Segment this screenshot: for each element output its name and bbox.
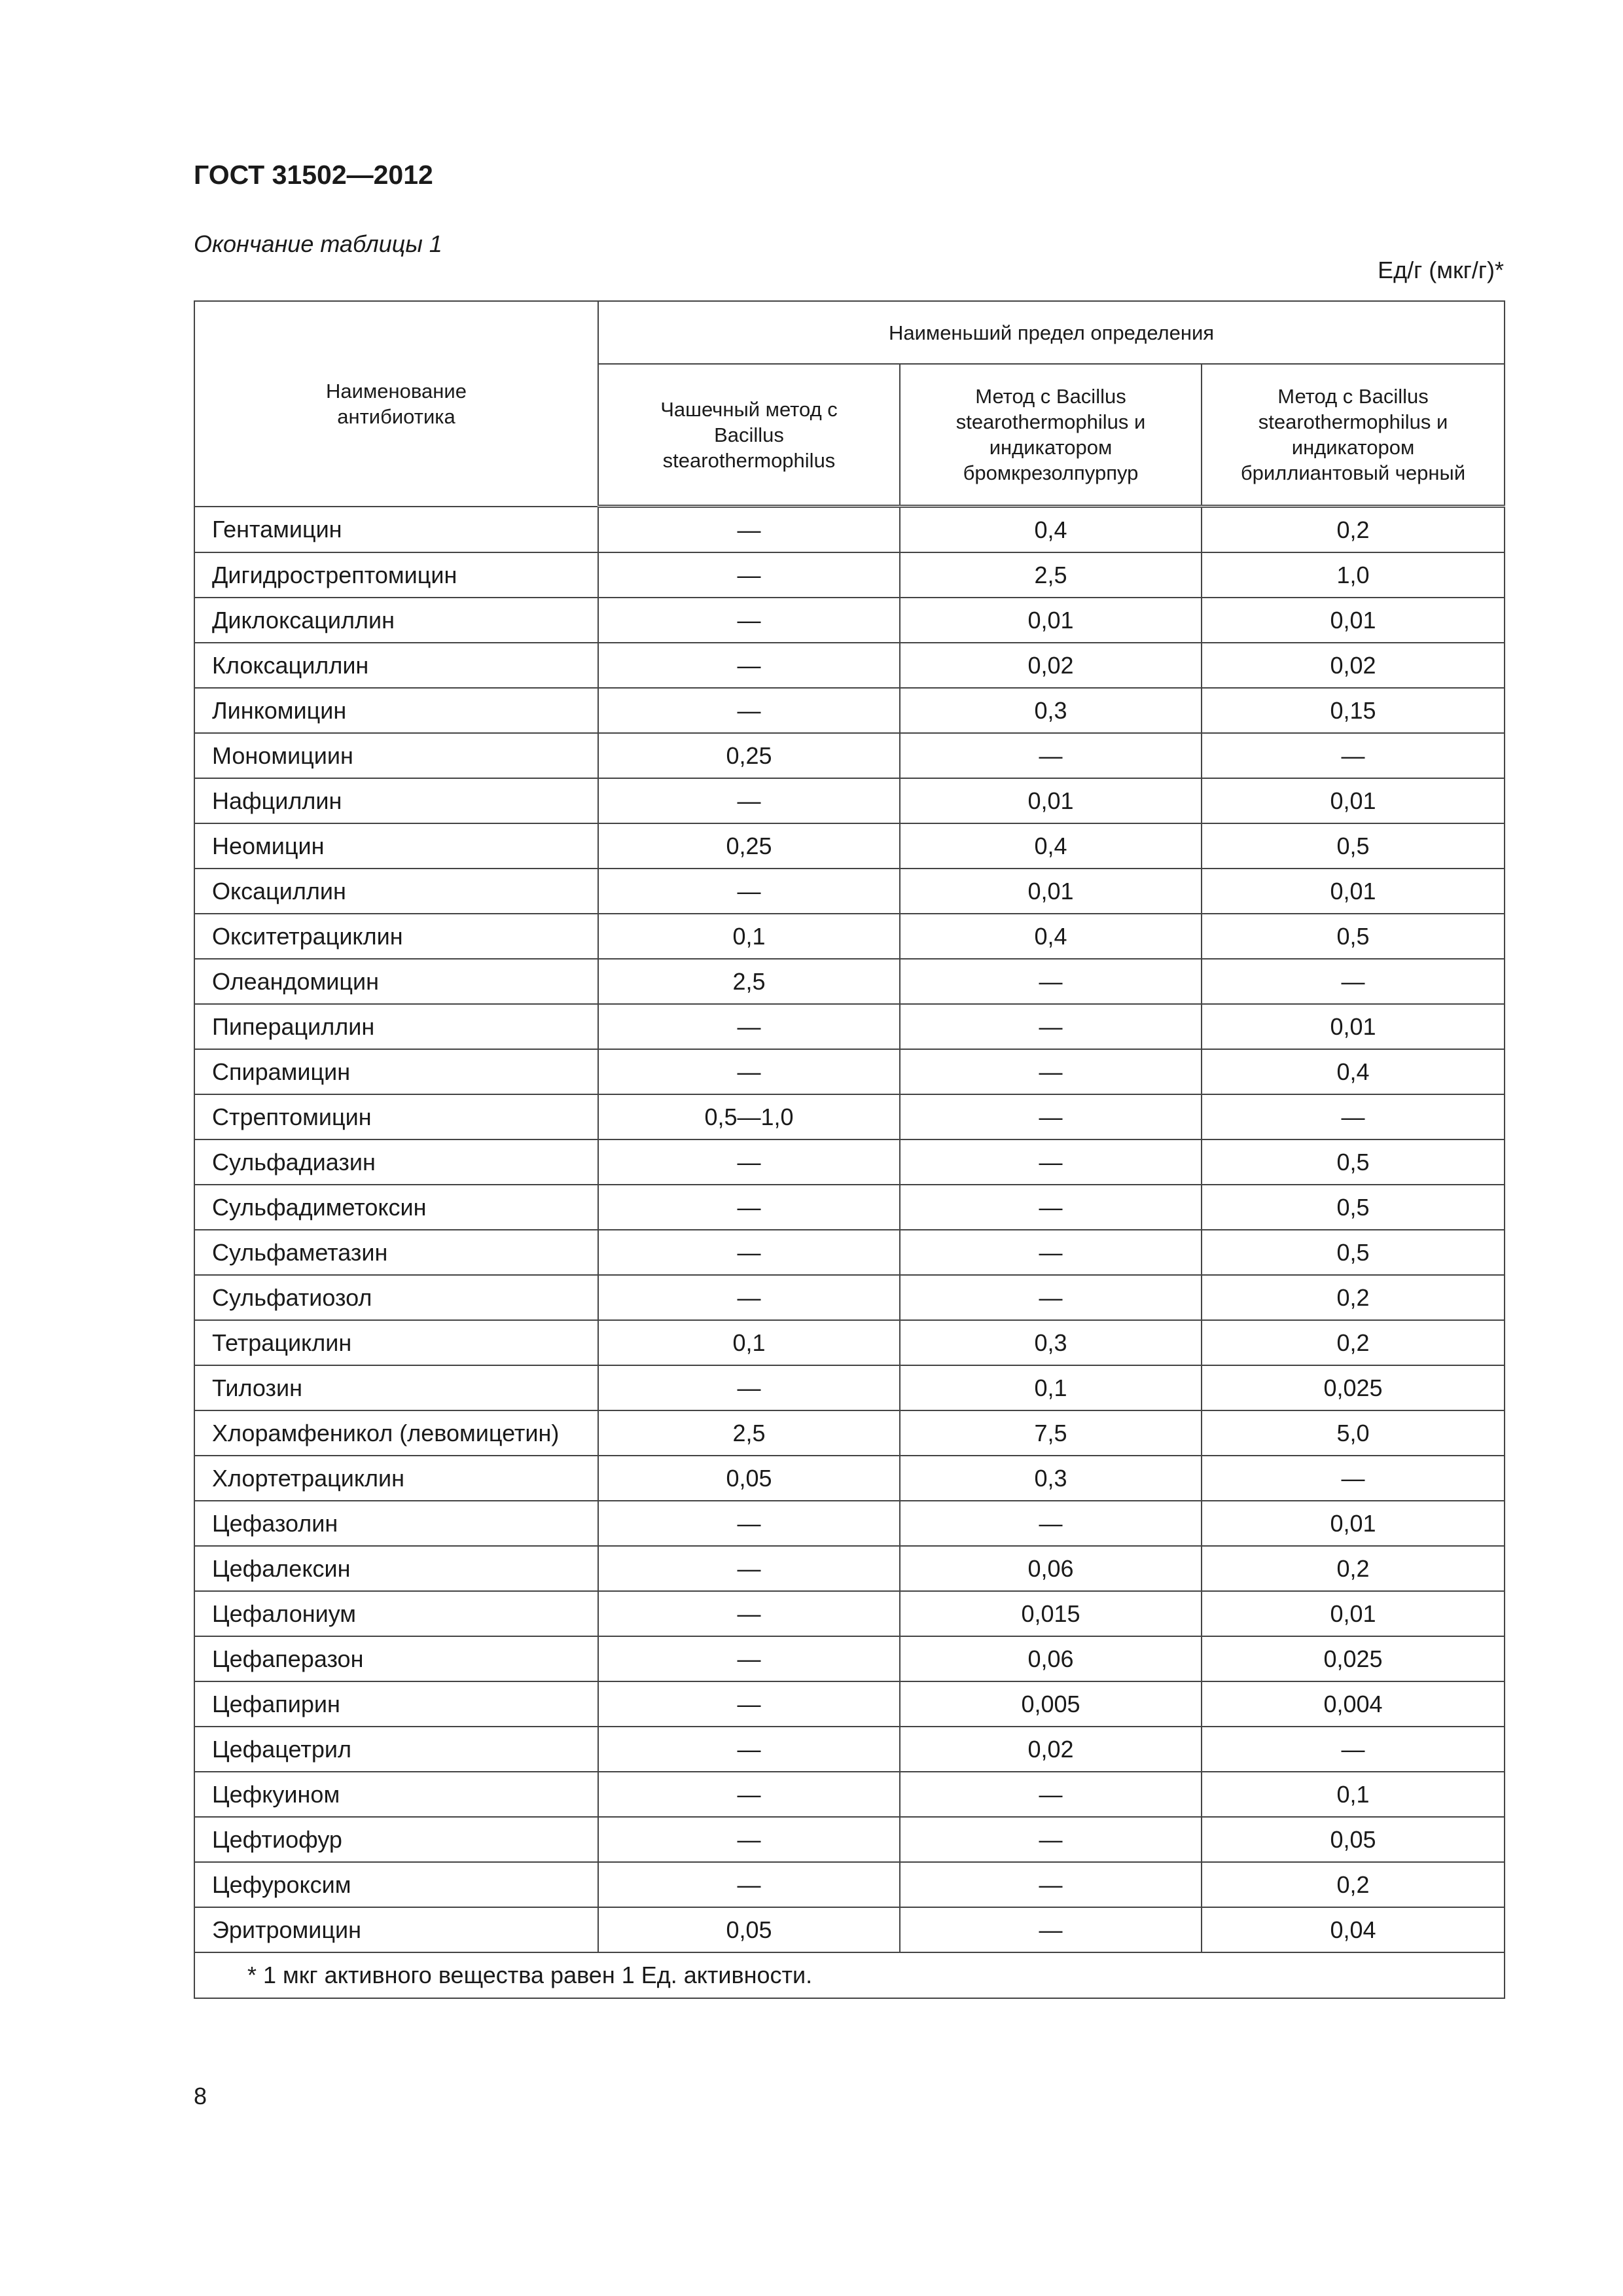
limit-value-cell: 0,02 (1202, 643, 1505, 688)
table-row (194, 1501, 1505, 1546)
limit-value-cell: 0,4 (1202, 1049, 1505, 1094)
table-row (194, 1907, 1505, 1952)
table-row (194, 869, 1505, 914)
table-row (194, 1139, 1505, 1185)
antibiotic-name-cell: Неомицин (194, 823, 598, 869)
limit-value-cell: 0,015 (900, 1591, 1202, 1636)
limit-value-cell: — (598, 869, 900, 914)
limit-value-cell: 0,02 (900, 1727, 1202, 1772)
table-row (194, 1681, 1505, 1727)
table-row (194, 1591, 1505, 1636)
antibiotic-name-cell: Хлортетрациклин (194, 1456, 598, 1501)
antibiotic-name-cell: Сульфадиметоксин (194, 1185, 598, 1230)
antibiotic-name-cell: Цефтиофур (194, 1817, 598, 1862)
limit-value-cell: — (598, 1049, 900, 1094)
antibiotic-name-cell: Линкомицин (194, 688, 598, 733)
limit-value-cell: — (598, 552, 900, 598)
limit-value-cell: 0,02 (900, 643, 1202, 688)
limit-value-cell: 0,01 (900, 598, 1202, 643)
limit-value-cell: 0,2 (1202, 1320, 1505, 1365)
limit-value-cell: 0,01 (1202, 778, 1505, 823)
table-row (194, 1185, 1505, 1230)
limit-value-cell: 0,06 (900, 1546, 1202, 1591)
limit-value-cell: — (900, 1862, 1202, 1907)
limit-value-cell: 0,2 (1202, 1546, 1505, 1591)
limit-value-cell: 0,2 (1202, 1862, 1505, 1907)
limit-value-cell: — (598, 1275, 900, 1320)
table-row (194, 1049, 1505, 1094)
column-header-method-3: Метод с Bacillus stearothermophilus и индикатором бриллиантовый черный (1202, 364, 1505, 507)
limit-value-cell: 0,1 (598, 914, 900, 959)
limit-value-cell: — (598, 1862, 900, 1907)
antibiotic-name-cell: Диклоксациллин (194, 598, 598, 643)
limit-value-cell: 0,2 (1202, 1275, 1505, 1320)
antibiotics-table (194, 300, 1505, 1999)
table-row (194, 733, 1505, 778)
limit-value-cell: — (598, 778, 900, 823)
limit-value-cell: 0,04 (1202, 1907, 1505, 1952)
antibiotic-name-cell: Оксациллин (194, 869, 598, 914)
limit-value-cell: 0,2 (1202, 507, 1505, 553)
limit-value-cell: 0,25 (598, 733, 900, 778)
limit-value-cell: 0,4 (900, 507, 1202, 553)
limit-value-cell: 0,01 (1202, 869, 1505, 914)
limit-value-cell: 0,05 (1202, 1817, 1505, 1862)
limit-value-cell: 0,05 (598, 1907, 900, 1952)
column-header-antibiotic-name: Наименование антибиотика (194, 301, 598, 507)
antibiotic-name-cell: Дигидрострептомицин (194, 552, 598, 598)
limit-value-cell: — (598, 1365, 900, 1410)
table-row (194, 823, 1505, 869)
limit-value-cell: 0,5 (1202, 1185, 1505, 1230)
limit-value-cell: 1,0 (1202, 552, 1505, 598)
limit-value-cell: — (900, 1230, 1202, 1275)
limit-value-cell: — (1202, 959, 1505, 1004)
antibiotic-name-cell: Тетрациклин (194, 1320, 598, 1365)
limit-value-cell: — (598, 1727, 900, 1772)
limit-value-cell: — (900, 733, 1202, 778)
antibiotic-name-cell: Цефапирин (194, 1681, 598, 1727)
table-row (194, 1094, 1505, 1139)
limit-value-cell: 0,5 (1202, 1230, 1505, 1275)
limit-value-cell: — (900, 1185, 1202, 1230)
antibiotic-name-cell: Олеандомицин (194, 959, 598, 1004)
table-row (194, 1275, 1505, 1320)
limit-value-cell: — (598, 1817, 900, 1862)
table-row (194, 688, 1505, 733)
table-row (194, 1365, 1505, 1410)
table-body (194, 507, 1505, 1953)
table-row (194, 598, 1505, 643)
limit-value-cell: 5,0 (1202, 1410, 1505, 1456)
limit-value-cell: — (900, 959, 1202, 1004)
limit-value-cell: 0,01 (900, 869, 1202, 914)
antibiotic-name-cell: Цефуроксим (194, 1862, 598, 1907)
antibiotic-name-cell: Пиперациллин (194, 1004, 598, 1049)
limit-value-cell: 0,4 (900, 914, 1202, 959)
footnote: * 1 мкг активного вещества равен 1 Ед. активности. (194, 1952, 1505, 1998)
limit-value-cell: — (900, 1275, 1202, 1320)
antibiotic-name-cell: Спирамицин (194, 1049, 598, 1094)
antibiotic-name-cell: Эритромицин (194, 1907, 598, 1952)
limit-value-cell: — (598, 1004, 900, 1049)
table-row (194, 1817, 1505, 1862)
limit-value-cell: 2,5 (598, 1410, 900, 1456)
table-row (194, 1410, 1505, 1456)
limit-value-cell: 0,025 (1202, 1636, 1505, 1681)
limit-value-cell: 0,3 (900, 1320, 1202, 1365)
antibiotic-name-cell: Нафциллин (194, 778, 598, 823)
limit-value-cell: — (900, 1772, 1202, 1817)
table-row (194, 914, 1505, 959)
limit-value-cell: — (1202, 733, 1505, 778)
table-row (194, 1004, 1505, 1049)
column-header-method-2: Метод с Bacillus stearothermophilus и индикатором бромкрезолпурпур (900, 364, 1202, 507)
antibiotic-name-cell: Цефалониум (194, 1591, 598, 1636)
limit-value-cell: — (598, 1681, 900, 1727)
table-row (194, 1456, 1505, 1501)
table-row (194, 643, 1505, 688)
limit-value-cell: 0,4 (900, 823, 1202, 869)
limit-value-cell: 0,3 (900, 1456, 1202, 1501)
table-row (194, 552, 1505, 598)
antibiotic-name-cell: Клоксациллин (194, 643, 598, 688)
limit-value-cell: 0,005 (900, 1681, 1202, 1727)
antibiotic-name-cell: Мономициин (194, 733, 598, 778)
limit-value-cell: — (598, 1591, 900, 1636)
limit-value-cell: — (598, 643, 900, 688)
antibiotic-name-cell: Сульфаметазин (194, 1230, 598, 1275)
limit-value-cell: 0,1 (1202, 1772, 1505, 1817)
limit-value-cell: — (598, 1772, 900, 1817)
table-row (194, 1546, 1505, 1591)
limit-value-cell: — (598, 1185, 900, 1230)
antibiotic-name-cell: Цефалексин (194, 1546, 598, 1591)
limit-value-cell: 0,5 (1202, 823, 1505, 869)
antibiotic-name-cell: Гентамицин (194, 507, 598, 553)
antibiotic-name-cell: Цефацетрил (194, 1727, 598, 1772)
limit-value-cell: — (900, 1817, 1202, 1862)
limit-value-cell: 0,004 (1202, 1681, 1505, 1727)
table-row (194, 1772, 1505, 1817)
limit-value-cell: 0,01 (1202, 1591, 1505, 1636)
table-row (194, 1636, 1505, 1681)
limit-value-cell: — (1202, 1727, 1505, 1772)
limit-value-cell: 0,25 (598, 823, 900, 869)
page-number: 8 (194, 2083, 207, 2109)
table-row (194, 778, 1505, 823)
limit-value-cell: 0,15 (1202, 688, 1505, 733)
footnote-row (194, 1952, 1505, 1998)
limit-value-cell: — (598, 688, 900, 733)
limit-value-cell: — (598, 1636, 900, 1681)
antibiotic-name-cell: Окситетрациклин (194, 914, 598, 959)
limit-value-cell: — (900, 1004, 1202, 1049)
limit-value-cell: 0,05 (598, 1456, 900, 1501)
antibiotic-name-cell: Цефаперазон (194, 1636, 598, 1681)
antibiotic-name-cell: Тилозин (194, 1365, 598, 1410)
limit-value-cell: 0,5 (1202, 914, 1505, 959)
limit-value-cell: — (598, 1230, 900, 1275)
limit-value-cell: — (598, 1139, 900, 1185)
table-caption: Окончание таблицы 1 (194, 230, 442, 257)
table-row (194, 1230, 1505, 1275)
limit-value-cell: 0,5—1,0 (598, 1094, 900, 1139)
limit-value-cell: 0,01 (1202, 598, 1505, 643)
limit-value-cell: 0,5 (1202, 1139, 1505, 1185)
limit-value-cell: 2,5 (900, 552, 1202, 598)
antibiotic-name-cell: Стрептомицин (194, 1094, 598, 1139)
limit-value-cell: — (1202, 1094, 1505, 1139)
limit-value-cell: — (900, 1139, 1202, 1185)
limit-value-cell: — (900, 1907, 1202, 1952)
limit-value-cell: — (598, 1546, 900, 1591)
limit-value-cell: 0,06 (900, 1636, 1202, 1681)
limit-value-cell: 0,01 (1202, 1004, 1505, 1049)
limit-value-cell: — (598, 507, 900, 553)
limit-value-cell: 0,01 (1202, 1501, 1505, 1546)
limit-value-cell: — (900, 1094, 1202, 1139)
limit-value-cell: 0,01 (900, 778, 1202, 823)
limit-value-cell: 7,5 (900, 1410, 1202, 1456)
antibiotic-name-cell: Цефкуином (194, 1772, 598, 1817)
document-id: ГОСТ 31502—2012 (194, 160, 433, 190)
limit-value-cell: 0,3 (900, 688, 1202, 733)
antibiotic-name-cell: Хлорамфеникол (левомицетин) (194, 1410, 598, 1456)
antibiotic-name-cell: Сульфатиозол (194, 1275, 598, 1320)
units-label: Ед/г (мкг/г)* (1378, 257, 1504, 283)
table-row (194, 959, 1505, 1004)
table-row (194, 1862, 1505, 1907)
limit-value-cell: 0,1 (900, 1365, 1202, 1410)
table-row (194, 1320, 1505, 1365)
limit-value-cell: 0,025 (1202, 1365, 1505, 1410)
limit-value-cell: — (1202, 1456, 1505, 1501)
column-header-method-1: Чашечный метод с Bacillus stearothermophilus (598, 364, 900, 507)
limit-value-cell: — (598, 1501, 900, 1546)
limit-value-cell: — (900, 1049, 1202, 1094)
limit-value-cell: — (598, 598, 900, 643)
table-row (194, 507, 1505, 553)
table-header-row (194, 301, 1505, 364)
limit-value-cell: 2,5 (598, 959, 900, 1004)
limit-value-cell: 0,1 (598, 1320, 900, 1365)
column-group-header: Наименьший предел определения (598, 301, 1505, 364)
table-row (194, 1727, 1505, 1772)
limit-value-cell: — (900, 1501, 1202, 1546)
antibiotic-name-cell: Сульфадиазин (194, 1139, 598, 1185)
antibiotic-name-cell: Цефазолин (194, 1501, 598, 1546)
